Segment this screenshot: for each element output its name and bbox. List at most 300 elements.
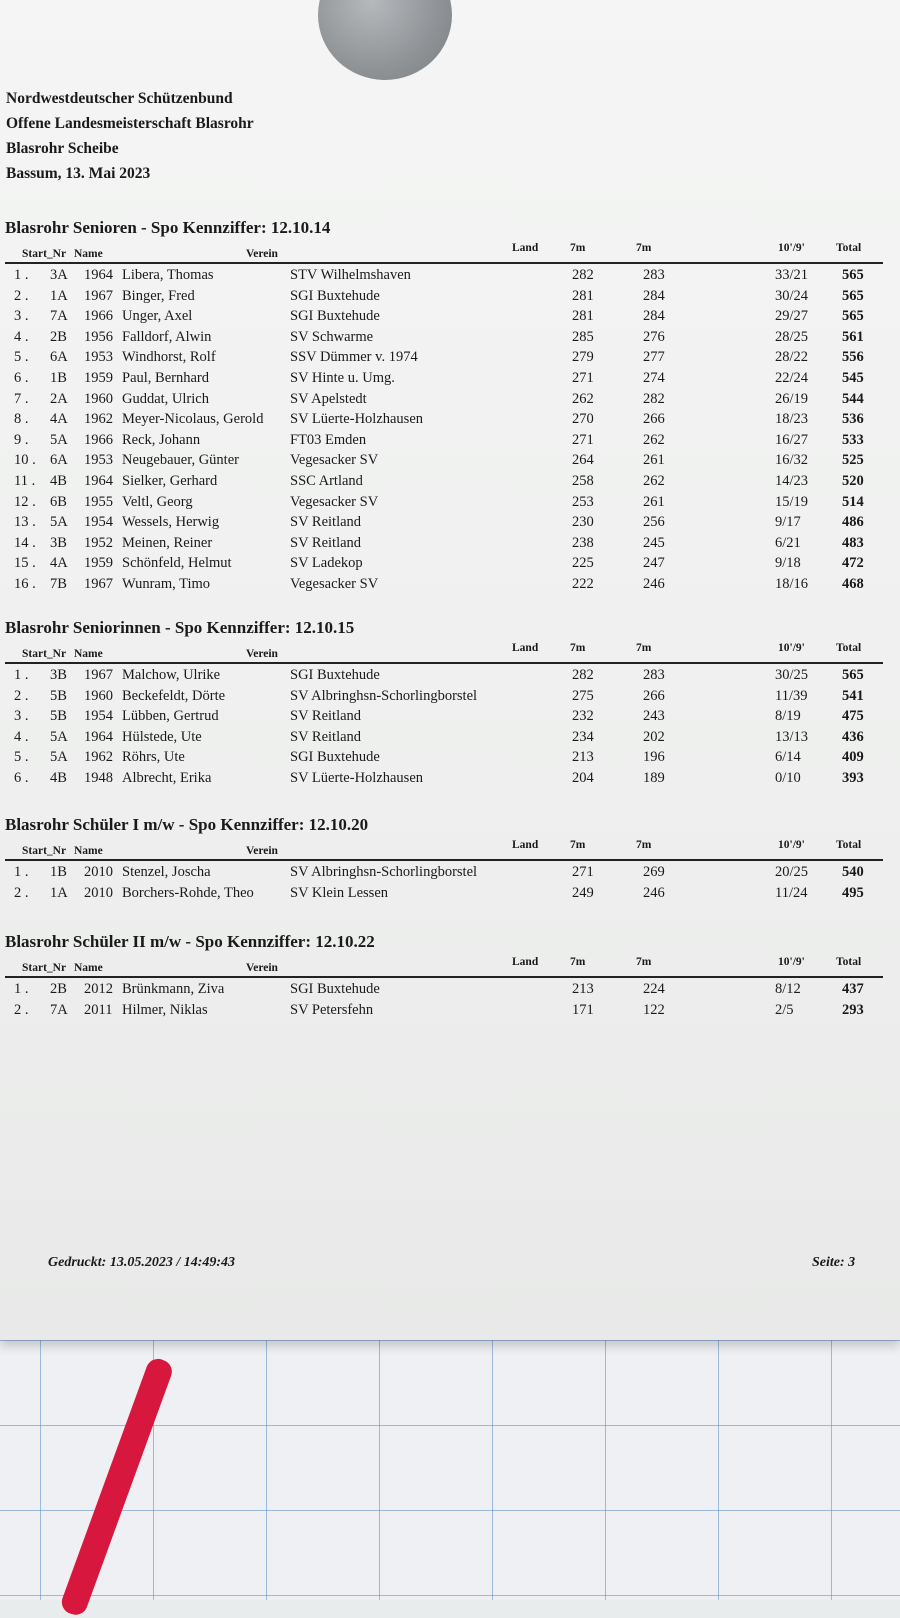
col-head-verein: Verein xyxy=(246,845,278,857)
table-row xyxy=(0,288,900,308)
total-cell: 565 xyxy=(842,287,864,304)
tens-nines-cell: 30/25 xyxy=(775,667,809,683)
club-cell: Vegesacker SV xyxy=(290,452,379,469)
total-cell: 475 xyxy=(842,708,864,725)
col-head-start-nr: Start_Nr xyxy=(22,248,67,260)
birth-year-cell: 1960 xyxy=(84,390,113,407)
club-cell: SV Albringhsn-Schorlingborstel xyxy=(290,864,478,880)
name-cell: Neugebauer, Günter xyxy=(122,452,239,469)
score-7m-second-cell: 262 xyxy=(643,431,665,448)
club-cell: SV Klein Lessen xyxy=(290,884,389,901)
header-rule xyxy=(5,976,883,978)
start-number-cell: 6A xyxy=(50,349,68,366)
start-number-cell: 5A xyxy=(50,514,68,531)
score-7m-second-cell: 246 xyxy=(643,884,665,901)
score-7m-second-cell: 284 xyxy=(643,308,665,325)
name-cell: Wunram, Timo xyxy=(122,576,211,592)
start-number-cell: 5A xyxy=(50,431,68,448)
total-cell: 525 xyxy=(842,452,864,469)
score-7m-second-cell: 274 xyxy=(643,370,665,386)
rank-cell: 12 . xyxy=(14,493,36,510)
tens-nines-cell: 11/39 xyxy=(775,687,808,704)
total-cell: 565 xyxy=(842,308,864,325)
col-head-verein: Verein xyxy=(246,648,278,660)
start-number-cell: 4A xyxy=(50,411,68,428)
tens-nines-cell: 2/5 xyxy=(775,1001,794,1018)
birth-year-cell: 1966 xyxy=(84,431,113,448)
club-cell: FT03 Emden xyxy=(290,431,367,448)
rank-cell: 4 . xyxy=(14,728,29,745)
start-number-cell: 3B xyxy=(50,534,67,551)
start-number-cell: 5A xyxy=(50,749,68,766)
document-header xyxy=(6,86,254,186)
name-cell: Albrecht, Erika xyxy=(122,770,212,786)
score-7m-first-cell: 279 xyxy=(572,349,594,366)
col-head-land: Land xyxy=(512,839,539,851)
rank-cell: 7 . xyxy=(14,390,29,407)
club-cell: SSV Dümmer v. 1974 xyxy=(290,349,418,366)
rank-cell: 1 . xyxy=(14,981,29,997)
name-cell: Sielker, Gerhard xyxy=(122,473,218,489)
rank-cell: 14 . xyxy=(14,534,36,551)
birth-year-cell: 1948 xyxy=(84,770,113,786)
club-cell: SV Reitland xyxy=(290,708,362,725)
club-cell: SGI Buxtehude xyxy=(290,287,380,304)
rank-cell: 3 . xyxy=(14,308,29,325)
club-cell: SV Reitland xyxy=(290,514,362,531)
total-cell: 536 xyxy=(842,411,864,428)
header-rule xyxy=(5,262,883,264)
birth-year-cell: 2010 xyxy=(84,864,113,880)
score-7m-second-cell: 224 xyxy=(643,981,665,997)
name-cell: Meinen, Reiner xyxy=(122,534,213,551)
score-7m-first-cell: 281 xyxy=(572,287,594,304)
total-cell: 393 xyxy=(842,770,864,786)
table-row xyxy=(0,308,900,328)
total-cell: 544 xyxy=(842,390,864,407)
col-head-tens-nines: 10'/9' xyxy=(778,642,805,654)
rank-cell: 5 . xyxy=(14,349,29,366)
score-7m-second-cell: 262 xyxy=(643,473,665,489)
score-7m-first-cell: 225 xyxy=(572,555,594,572)
total-cell: 541 xyxy=(842,687,864,704)
col-head-land: Land xyxy=(512,642,539,654)
start-number-cell: 7A xyxy=(50,308,68,325)
total-cell: 472 xyxy=(842,555,864,572)
name-cell: Malchow, Ulrike xyxy=(122,667,221,683)
score-7m-first-cell: 213 xyxy=(572,981,594,997)
total-cell: 514 xyxy=(842,493,864,510)
col-head-name: Name xyxy=(74,962,103,974)
col-head-7m-first: 7m xyxy=(570,642,586,654)
birth-year-cell: 1962 xyxy=(84,411,113,428)
score-7m-first-cell: 271 xyxy=(572,370,594,386)
total-cell: 540 xyxy=(842,864,864,880)
table-row xyxy=(0,576,900,596)
col-head-7m-first: 7m xyxy=(570,242,586,254)
birth-year-cell: 1962 xyxy=(84,749,113,766)
tens-nines-cell: 18/16 xyxy=(775,576,809,592)
tens-nines-cell: 11/24 xyxy=(775,884,808,901)
start-number-cell: 7A xyxy=(50,1001,68,1018)
name-cell: Wessels, Herwig xyxy=(122,514,220,531)
col-head-tens-nines: 10'/9' xyxy=(778,956,805,968)
rank-cell: 9 . xyxy=(14,431,29,448)
name-cell: Paul, Bernhard xyxy=(122,370,209,386)
club-cell: Vegesacker SV xyxy=(290,493,379,510)
start-number-cell: 3B xyxy=(50,667,67,683)
rank-cell: 4 . xyxy=(14,328,29,345)
club-cell: SV Reitland xyxy=(290,728,362,745)
club-cell: SV Albringhsn-Schorlingborstel xyxy=(290,687,478,704)
rank-cell: 15 . xyxy=(14,555,36,572)
start-number-cell: 2B xyxy=(50,981,67,997)
total-cell: 486 xyxy=(842,514,864,531)
start-number-cell: 1B xyxy=(50,864,67,880)
table-row xyxy=(0,349,900,369)
col-head-verein: Verein xyxy=(246,248,278,260)
start-number-cell: 3A xyxy=(50,267,68,283)
tens-nines-cell: 26/19 xyxy=(775,390,809,407)
club-cell: SGI Buxtehude xyxy=(290,749,380,766)
birth-year-cell: 1953 xyxy=(84,452,113,469)
score-7m-second-cell: 189 xyxy=(643,770,665,786)
score-7m-first-cell: 275 xyxy=(572,687,594,704)
col-head-start-nr: Start_Nr xyxy=(22,962,67,974)
total-cell: 409 xyxy=(842,749,864,766)
birth-year-cell: 1967 xyxy=(84,576,113,592)
start-number-cell: 6B xyxy=(50,493,67,510)
header-federation: Nordwestdeutscher Schützenbund xyxy=(6,90,233,107)
score-7m-first-cell: 222 xyxy=(572,576,594,592)
section-title: Blasrohr Schüler I m/w - Spo Kennziffer: 12.10.20 xyxy=(5,815,369,834)
rank-cell: 8 . xyxy=(14,411,29,428)
col-head-tens-nines: 10'/9' xyxy=(778,242,805,254)
score-7m-first-cell: 249 xyxy=(572,884,594,901)
total-cell: 533 xyxy=(842,431,864,448)
tens-nines-cell: 28/22 xyxy=(775,349,809,366)
club-cell: Vegesacker SV xyxy=(290,576,379,592)
table-row xyxy=(0,473,900,493)
name-cell: Röhrs, Ute xyxy=(122,749,185,766)
col-head-7m-first: 7m xyxy=(570,839,586,851)
score-7m-second-cell: 269 xyxy=(643,864,665,880)
birth-year-cell: 1967 xyxy=(84,287,113,304)
score-7m-first-cell: 271 xyxy=(572,431,594,448)
score-7m-second-cell: 247 xyxy=(643,555,665,572)
score-7m-second-cell: 276 xyxy=(643,328,665,345)
score-7m-second-cell: 122 xyxy=(643,1001,665,1018)
name-cell: Brünkmann, Ziva xyxy=(122,981,225,997)
score-7m-first-cell: 234 xyxy=(572,728,594,745)
col-head-land: Land xyxy=(512,956,539,968)
score-7m-second-cell: 256 xyxy=(643,514,665,531)
tens-nines-cell: 33/21 xyxy=(775,267,809,283)
score-7m-second-cell: 246 xyxy=(643,576,665,592)
rank-cell: 1 . xyxy=(14,864,29,880)
birth-year-cell: 1959 xyxy=(84,555,113,572)
club-cell: SV Lüerte-Holzhausen xyxy=(290,770,424,786)
total-cell: 436 xyxy=(842,728,864,745)
page-number: Seite: 3 xyxy=(812,1255,856,1270)
table-row xyxy=(0,729,900,749)
name-cell: Stenzel, Joscha xyxy=(122,864,211,880)
total-cell: 293 xyxy=(842,1001,864,1018)
total-cell: 545 xyxy=(842,370,864,386)
score-7m-second-cell: 266 xyxy=(643,411,665,428)
score-7m-second-cell: 283 xyxy=(643,267,665,283)
birth-year-cell: 2012 xyxy=(84,981,113,997)
score-7m-second-cell: 266 xyxy=(643,687,665,704)
total-cell: 565 xyxy=(842,667,864,683)
rank-cell: 2 . xyxy=(14,687,29,704)
club-cell: SGI Buxtehude xyxy=(290,667,380,683)
birth-year-cell: 1952 xyxy=(84,534,113,551)
tens-nines-cell: 18/23 xyxy=(775,411,809,428)
score-7m-second-cell: 196 xyxy=(643,749,665,766)
section-title: Blasrohr Seniorinnen - Spo Kennziffer: 12.10.15 xyxy=(5,618,355,637)
score-7m-first-cell: 262 xyxy=(572,390,594,407)
club-cell: SGI Buxtehude xyxy=(290,981,380,997)
score-7m-first-cell: 204 xyxy=(572,770,594,786)
start-number-cell: 5B xyxy=(50,708,67,725)
table-row xyxy=(0,749,900,769)
birth-year-cell: 2010 xyxy=(84,884,113,901)
col-head-tens-nines: 10'/9' xyxy=(778,839,805,851)
header-rule xyxy=(5,859,883,861)
name-cell: Meyer-Nicolaus, Gerold xyxy=(122,411,264,428)
score-7m-first-cell: 171 xyxy=(572,1001,594,1018)
total-cell: 483 xyxy=(842,534,864,551)
score-7m-first-cell: 281 xyxy=(572,308,594,325)
rank-cell: 10 . xyxy=(14,452,36,469)
club-cell: SV Petersfehn xyxy=(290,1001,374,1018)
table-row xyxy=(0,329,900,349)
score-7m-second-cell: 202 xyxy=(643,728,665,745)
col-head-7m-second: 7m xyxy=(636,242,652,254)
start-number-cell: 4A xyxy=(50,555,68,572)
start-number-cell: 2B xyxy=(50,328,67,345)
rank-cell: 6 . xyxy=(14,370,29,386)
name-cell: Hilmer, Niklas xyxy=(122,1001,208,1018)
rank-cell: 1 . xyxy=(14,667,29,683)
name-cell: Binger, Fred xyxy=(122,287,195,304)
tens-nines-cell: 20/25 xyxy=(775,864,809,880)
table-row xyxy=(0,514,900,534)
name-cell: Veltl, Georg xyxy=(122,493,193,510)
birth-year-cell: 1953 xyxy=(84,349,113,366)
total-cell: 520 xyxy=(842,473,864,489)
start-number-cell: 6A xyxy=(50,452,68,469)
start-number-cell: 1A xyxy=(50,884,68,901)
col-head-7m-second: 7m xyxy=(636,642,652,654)
score-7m-first-cell: 232 xyxy=(572,708,594,725)
tens-nines-cell: 28/25 xyxy=(775,328,809,345)
tens-nines-cell: 6/14 xyxy=(775,749,801,766)
name-cell: Schönfeld, Helmut xyxy=(122,555,232,572)
table-row xyxy=(0,452,900,472)
section-title: Blasrohr Senioren - Spo Kennziffer: 12.10.14 xyxy=(5,218,331,237)
col-head-name: Name xyxy=(74,845,103,857)
score-7m-second-cell: 277 xyxy=(643,349,665,366)
start-number-cell: 5B xyxy=(50,687,67,704)
name-cell: Falldorf, Alwin xyxy=(122,328,212,345)
magnet xyxy=(318,0,452,80)
birth-year-cell: 1966 xyxy=(84,308,113,325)
score-7m-first-cell: 230 xyxy=(572,514,594,531)
tens-nines-cell: 22/24 xyxy=(775,370,809,386)
header-rule xyxy=(5,662,883,664)
col-head-verein: Verein xyxy=(246,962,278,974)
birth-year-cell: 1967 xyxy=(84,667,113,683)
table-row xyxy=(0,370,900,390)
col-head-total: Total xyxy=(836,242,862,254)
col-head-start-nr: Start_Nr xyxy=(22,845,67,857)
birth-year-cell: 1955 xyxy=(84,493,113,510)
score-7m-first-cell: 270 xyxy=(572,411,594,428)
table-row xyxy=(0,770,900,790)
start-number-cell: 1B xyxy=(50,370,67,386)
birth-year-cell: 1954 xyxy=(84,514,113,531)
score-7m-first-cell: 264 xyxy=(572,452,594,469)
score-7m-second-cell: 245 xyxy=(643,534,665,551)
club-cell: SV Ladekop xyxy=(290,555,363,572)
club-cell: SV Lüerte-Holzhausen xyxy=(290,411,424,428)
name-cell: Hülstede, Ute xyxy=(122,728,202,745)
print-timestamp: Gedruckt: 13.05.2023 / 14:49:43 xyxy=(48,1255,236,1270)
tens-nines-cell: 14/23 xyxy=(775,473,809,489)
name-cell: Borchers-Rohde, Theo xyxy=(122,884,254,901)
club-cell: SV Schwarme xyxy=(290,328,374,345)
score-7m-first-cell: 282 xyxy=(572,267,594,283)
start-number-cell: 5A xyxy=(50,728,68,745)
table-row xyxy=(0,391,900,411)
score-7m-first-cell: 253 xyxy=(572,493,594,510)
tens-nines-cell: 16/32 xyxy=(775,452,809,469)
score-7m-first-cell: 213 xyxy=(572,749,594,766)
table-row xyxy=(0,885,900,905)
score-7m-first-cell: 238 xyxy=(572,534,594,551)
score-7m-second-cell: 283 xyxy=(643,667,665,683)
club-cell: SGI Buxtehude xyxy=(290,308,380,325)
rank-cell: 2 . xyxy=(14,1001,29,1018)
score-7m-first-cell: 258 xyxy=(572,473,594,489)
header-place-date: Bassum, 13. Mai 2023 xyxy=(6,165,151,182)
tens-nines-cell: 16/27 xyxy=(775,431,809,448)
rank-cell: 5 . xyxy=(14,749,29,766)
rank-cell: 13 . xyxy=(14,514,36,531)
birth-year-cell: 2011 xyxy=(84,1001,113,1018)
score-7m-first-cell: 282 xyxy=(572,667,594,683)
rank-cell: 6 . xyxy=(14,770,29,786)
table-row xyxy=(0,555,900,575)
col-head-total: Total xyxy=(836,839,862,851)
table-row xyxy=(0,494,900,514)
club-cell: SSC Artland xyxy=(290,473,363,489)
tens-nines-cell: 30/24 xyxy=(775,287,809,304)
tens-nines-cell: 6/21 xyxy=(775,534,801,551)
total-cell: 437 xyxy=(842,981,864,997)
tens-nines-cell: 13/13 xyxy=(775,728,809,745)
section-title: Blasrohr Schüler II m/w - Spo Kennziffer: 12.10.22 xyxy=(5,932,375,951)
score-7m-second-cell: 282 xyxy=(643,390,665,407)
rank-cell: 1 . xyxy=(14,267,29,283)
tens-nines-cell: 29/27 xyxy=(775,308,809,325)
birth-year-cell: 1959 xyxy=(84,370,113,386)
tens-nines-cell: 0/10 xyxy=(775,770,801,786)
birth-year-cell: 1964 xyxy=(84,728,113,745)
table-row xyxy=(0,864,900,884)
name-cell: Windhorst, Rolf xyxy=(122,349,216,366)
table-row xyxy=(0,535,900,555)
score-7m-second-cell: 261 xyxy=(643,452,665,469)
score-7m-second-cell: 261 xyxy=(643,493,665,510)
start-number-cell: 1A xyxy=(50,287,68,304)
club-cell: SV Hinte u. Umg. xyxy=(290,370,395,386)
total-cell: 565 xyxy=(842,267,864,283)
tens-nines-cell: 9/18 xyxy=(775,555,801,572)
club-cell: SV Reitland xyxy=(290,534,362,551)
col-head-7m-second: 7m xyxy=(636,839,652,851)
rank-cell: 11 . xyxy=(14,473,36,489)
table-row xyxy=(0,1002,900,1022)
col-head-7m-second: 7m xyxy=(636,956,652,968)
table-row xyxy=(0,411,900,431)
rank-cell: 2 . xyxy=(14,884,29,901)
name-cell: Beckefeldt, Dörte xyxy=(122,687,226,704)
name-cell: Unger, Axel xyxy=(122,308,193,325)
start-number-cell: 4B xyxy=(50,770,67,786)
score-7m-second-cell: 284 xyxy=(643,287,665,304)
tens-nines-cell: 8/19 xyxy=(775,708,801,725)
col-head-start-nr: Start_Nr xyxy=(22,648,67,660)
birth-year-cell: 1964 xyxy=(84,473,113,489)
tens-nines-cell: 9/17 xyxy=(775,514,801,531)
total-cell: 556 xyxy=(842,349,864,366)
col-head-land: Land xyxy=(512,242,539,254)
rank-cell: 16 . xyxy=(14,576,36,592)
table-row xyxy=(0,708,900,728)
col-head-total: Total xyxy=(836,956,862,968)
score-7m-first-cell: 285 xyxy=(572,328,594,345)
birth-year-cell: 1954 xyxy=(84,708,113,725)
start-number-cell: 7B xyxy=(50,576,67,592)
table-row xyxy=(0,981,900,1001)
table-row xyxy=(0,432,900,452)
total-cell: 468 xyxy=(842,576,864,592)
rank-cell: 3 . xyxy=(14,708,29,725)
col-head-total: Total xyxy=(836,642,862,654)
score-7m-first-cell: 271 xyxy=(572,864,594,880)
start-number-cell: 4B xyxy=(50,473,67,489)
total-cell: 495 xyxy=(842,884,864,901)
col-head-name: Name xyxy=(74,248,103,260)
birth-year-cell: 1964 xyxy=(84,267,113,283)
col-head-name: Name xyxy=(74,648,103,660)
table-row xyxy=(0,667,900,687)
club-cell: STV Wilhelmshaven xyxy=(290,267,411,283)
header-discipline: Blasrohr Scheibe xyxy=(6,140,119,157)
start-number-cell: 2A xyxy=(50,390,68,407)
table-row xyxy=(0,688,900,708)
total-cell: 561 xyxy=(842,328,864,345)
name-cell: Guddat, Ulrich xyxy=(122,390,209,407)
table-row xyxy=(0,267,900,287)
rank-cell: 2 . xyxy=(14,287,29,304)
birth-year-cell: 1956 xyxy=(84,328,113,345)
birth-year-cell: 1960 xyxy=(84,687,113,704)
name-cell: Reck, Johann xyxy=(122,431,201,448)
